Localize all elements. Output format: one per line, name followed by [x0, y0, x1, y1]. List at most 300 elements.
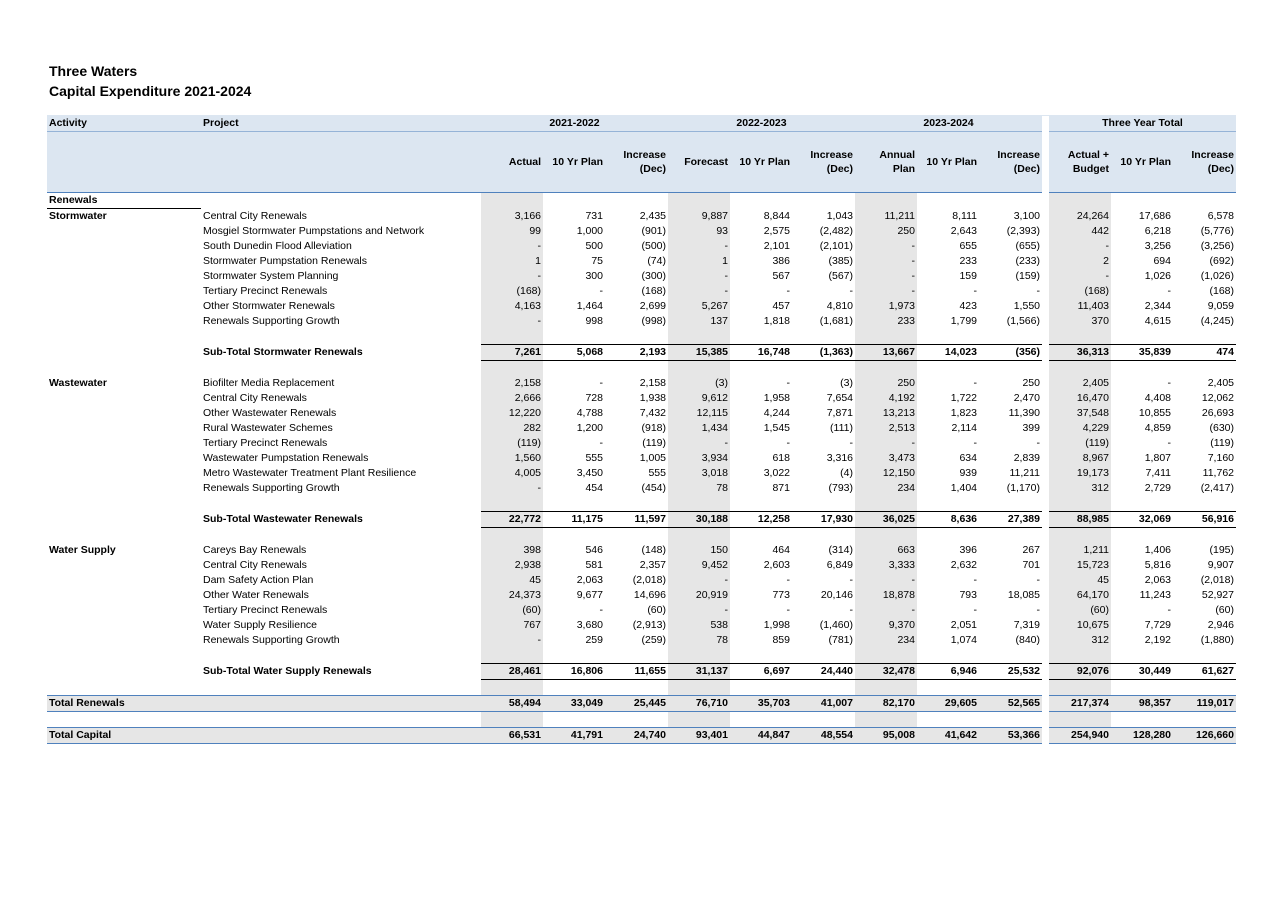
value-cell [605, 193, 668, 209]
value-cell: 52,565 [979, 696, 1042, 712]
value-cell: 694 [1153, 255, 1171, 267]
value-cell: 9,907 [1207, 559, 1234, 571]
value-cell [917, 528, 979, 544]
value-cell: 939 [959, 467, 977, 479]
value-cell: 8,636 [917, 512, 979, 528]
value-cell: 2,699 [639, 300, 666, 312]
column-gap [1042, 116, 1049, 132]
value-cell: 7,411 [1145, 467, 1171, 479]
value-cell: - [973, 437, 977, 449]
column-gap [1042, 254, 1049, 269]
value-cell: - [1049, 269, 1111, 284]
value-cell: 11,655 [605, 664, 668, 680]
empty-cell [47, 314, 201, 329]
value-cell: 13,667 [855, 345, 917, 361]
value-cell [668, 712, 730, 728]
value-cell [792, 496, 855, 512]
value-cell: (119) [642, 437, 666, 449]
value-cell: 8,967 [1049, 451, 1111, 466]
value-cell: 2,575 [763, 225, 790, 237]
column-gap [1042, 696, 1049, 712]
project-name: Stormwater Pumpstation Renewals [203, 255, 367, 267]
value-cell: 7,261 [481, 345, 543, 361]
value-cell: 24,440 [792, 664, 855, 680]
value-cell [979, 496, 1042, 512]
value-cell [979, 361, 1042, 377]
value-cell: (195) [1209, 544, 1234, 556]
value-cell: 2,063 [576, 574, 603, 586]
value-cell: 16,748 [730, 345, 792, 361]
value-cell: - [1167, 437, 1171, 449]
value-cell: (1,880) [1200, 634, 1234, 646]
column-gap [1042, 376, 1049, 391]
value-cell: 17,930 [792, 512, 855, 528]
activity-header: Activity [47, 116, 201, 132]
value-cell: 2,729 [1144, 482, 1171, 494]
value-cell: 871 [772, 482, 790, 494]
value-cell: (119) [1049, 436, 1111, 451]
value-cell: - [855, 436, 917, 451]
value-cell: 6,849 [826, 559, 853, 571]
table-row [47, 299, 1236, 314]
value-cell: 12,150 [855, 466, 917, 481]
value-cell [1049, 329, 1111, 345]
column-header: 10 Yr Plan [917, 132, 979, 193]
value-cell [855, 680, 917, 696]
value-cell: 2,051 [950, 619, 977, 631]
empty-cell [47, 269, 201, 284]
value-cell [543, 329, 605, 345]
spacer-row [47, 528, 1236, 544]
value-cell [1173, 193, 1236, 209]
column-gap [1042, 329, 1049, 345]
column-gap [1042, 436, 1049, 451]
value-cell: 267 [1022, 544, 1040, 556]
value-cell [855, 361, 917, 377]
value-cell [1111, 496, 1173, 512]
value-cell [730, 528, 792, 544]
value-cell: 14,696 [633, 589, 666, 601]
table-row [47, 284, 1236, 299]
value-cell: 18,878 [855, 588, 917, 603]
column-gap [1042, 664, 1049, 680]
value-cell: 92,076 [1049, 664, 1111, 680]
value-cell: - [1049, 239, 1111, 254]
empty-cell [47, 588, 201, 603]
value-cell: 1,005 [639, 452, 666, 464]
value-cell: - [668, 436, 730, 451]
value-cell: 1,464 [576, 300, 603, 312]
value-cell: - [973, 574, 977, 586]
value-cell: - [1036, 437, 1040, 449]
activity-label: Water Supply [49, 544, 116, 556]
empty-cell [201, 680, 481, 696]
value-cell: (168) [641, 285, 666, 297]
value-cell: 1,043 [826, 209, 853, 222]
value-cell: 3,333 [855, 558, 917, 573]
value-cell [792, 680, 855, 696]
value-cell: 1,823 [950, 407, 977, 419]
value-cell: 24,373 [481, 588, 543, 603]
project-name: Other Wastewater Renewals [203, 407, 337, 419]
year-group-header: 2021-2022 [481, 116, 668, 132]
value-cell: 3,022 [763, 467, 790, 479]
empty-cell [47, 633, 201, 648]
table-row [47, 209, 1236, 225]
empty-cell [201, 193, 481, 209]
table-row [47, 618, 1236, 633]
value-cell: 11,211 [1009, 467, 1040, 479]
value-cell: - [481, 269, 543, 284]
project-name: Central City Renewals [203, 559, 307, 571]
value-cell: 1 [481, 254, 543, 269]
value-cell: - [1036, 285, 1040, 297]
table-row [47, 254, 1236, 269]
value-cell [917, 712, 979, 728]
value-cell: - [786, 377, 790, 389]
empty-cell [201, 528, 481, 544]
value-cell: (1,026) [1200, 270, 1234, 282]
project-name: Renewals Supporting Growth [203, 482, 340, 494]
section-renewals [47, 193, 1236, 209]
value-cell: 2,114 [951, 422, 977, 434]
value-cell [1111, 648, 1173, 664]
value-cell: - [786, 437, 790, 449]
value-cell: (1,681) [819, 315, 853, 327]
value-cell: 2,405 [1207, 377, 1234, 389]
value-cell: - [849, 285, 853, 297]
value-cell: - [1167, 377, 1171, 389]
empty-cell [201, 712, 481, 728]
value-cell [543, 528, 605, 544]
column-gap [1042, 728, 1049, 744]
column-header: Forecast [668, 132, 730, 193]
value-cell [979, 193, 1042, 209]
value-cell: - [599, 437, 603, 449]
value-cell [668, 193, 730, 209]
column-gap [1042, 618, 1049, 633]
value-cell: 4,005 [481, 466, 543, 481]
table-row [47, 543, 1236, 558]
spacer-row [47, 648, 1236, 664]
value-cell [917, 680, 979, 696]
value-cell: - [855, 254, 917, 269]
value-cell: 4,163 [481, 299, 543, 314]
value-cell: 250 [855, 376, 917, 391]
value-cell: 567 [772, 270, 790, 282]
empty-cell [47, 481, 201, 496]
value-cell: 312 [1049, 481, 1111, 496]
project-name: Dam Safety Action Plan [203, 574, 314, 586]
value-cell: (168) [1049, 284, 1111, 299]
value-cell: 137 [668, 314, 730, 329]
value-cell: 11,243 [1139, 589, 1171, 601]
value-cell: 2,158 [639, 377, 666, 389]
value-cell: (259) [641, 634, 666, 646]
value-cell: (2,018) [1200, 574, 1234, 586]
value-cell [1173, 680, 1236, 696]
value-cell: 19,173 [1049, 466, 1111, 481]
value-cell [481, 193, 543, 209]
value-cell [730, 193, 792, 209]
value-cell: 1,545 [763, 422, 790, 434]
value-cell [543, 680, 605, 696]
value-cell: 11,762 [1202, 467, 1234, 479]
value-cell: 728 [585, 392, 603, 404]
value-cell: 701 [1022, 559, 1040, 571]
value-cell: 7,871 [826, 407, 853, 419]
empty-cell [47, 345, 201, 361]
empty-cell [201, 496, 481, 512]
value-cell: (74) [647, 255, 666, 267]
column-gap [1042, 299, 1049, 314]
value-cell: 250 [855, 224, 917, 239]
column-gap [1042, 712, 1049, 728]
value-cell: 93 [668, 224, 730, 239]
value-cell: 7,729 [1144, 619, 1171, 631]
value-cell [605, 361, 668, 377]
project-name: Central City Renewals [203, 392, 307, 404]
value-cell: 457 [772, 300, 790, 312]
value-cell: 3,316 [826, 452, 853, 464]
value-cell: 128,280 [1111, 728, 1173, 744]
total-row [47, 728, 1236, 744]
value-cell: (159) [1015, 270, 1040, 282]
value-cell [481, 361, 543, 377]
value-cell [917, 361, 979, 377]
value-cell: - [668, 269, 730, 284]
value-cell: - [849, 437, 853, 449]
value-cell: 3,680 [576, 619, 603, 631]
value-cell [481, 528, 543, 544]
value-cell [1049, 680, 1111, 696]
value-cell: 9,059 [1207, 300, 1234, 312]
value-cell: 150 [668, 543, 730, 558]
value-cell [730, 496, 792, 512]
value-cell [1173, 329, 1236, 345]
value-cell: 464 [772, 544, 790, 556]
value-cell [605, 496, 668, 512]
value-cell: 1,026 [1144, 270, 1171, 282]
value-cell: 29,605 [917, 696, 979, 712]
value-cell [481, 712, 543, 728]
value-cell: 2,513 [855, 421, 917, 436]
value-cell [979, 329, 1042, 345]
value-cell [792, 193, 855, 209]
project-name: Careys Bay Renewals [203, 544, 307, 556]
value-cell: - [855, 269, 917, 284]
value-cell [979, 648, 1042, 664]
value-cell: 2 [1049, 254, 1111, 269]
value-cell: 3,166 [481, 209, 543, 225]
value-cell [979, 712, 1042, 728]
value-cell: 13,213 [855, 406, 917, 421]
value-cell: 1,998 [763, 619, 790, 631]
table-row [47, 421, 1236, 436]
value-cell: - [849, 574, 853, 586]
value-cell: 26,693 [1201, 407, 1234, 419]
empty-cell [47, 224, 201, 239]
value-cell: 2,435 [639, 209, 666, 222]
value-cell: 16,806 [543, 664, 605, 680]
column-header: Actual + Budget [1049, 132, 1111, 193]
value-cell: 10,675 [1049, 618, 1111, 633]
value-cell [792, 528, 855, 544]
column-gap [1042, 573, 1049, 588]
value-cell [1049, 193, 1111, 209]
value-cell: 9,370 [855, 618, 917, 633]
empty-header [47, 132, 201, 193]
value-cell: 7,432 [639, 407, 666, 419]
value-cell: - [1036, 574, 1040, 586]
value-cell [1173, 712, 1236, 728]
project-name: Central City Renewals [203, 209, 307, 222]
value-cell [1049, 528, 1111, 544]
year-group-header: 2023-2024 [855, 116, 1042, 132]
value-cell: 11,175 [543, 512, 605, 528]
value-cell: 312 [1049, 633, 1111, 648]
value-cell: 6,697 [730, 664, 792, 680]
value-cell: 233 [959, 255, 977, 267]
value-cell: 41,007 [792, 696, 855, 712]
value-cell: 5,068 [543, 345, 605, 361]
value-cell: (60) [481, 603, 543, 618]
empty-cell [47, 648, 201, 664]
column-header: Increase (Dec) [605, 132, 668, 193]
value-cell: 1 [668, 254, 730, 269]
value-cell [668, 496, 730, 512]
value-cell: (655) [1015, 240, 1040, 252]
value-cell [668, 528, 730, 544]
value-cell: - [786, 574, 790, 586]
value-cell: 634 [959, 452, 977, 464]
value-cell: 9,677 [576, 589, 603, 601]
value-cell [1049, 712, 1111, 728]
value-cell [543, 712, 605, 728]
value-cell: - [668, 284, 730, 299]
value-cell [481, 496, 543, 512]
value-cell: 126,660 [1173, 728, 1236, 744]
value-cell: 1,973 [855, 299, 917, 314]
value-cell: 474 [1173, 345, 1236, 361]
value-cell: 119,017 [1173, 696, 1236, 712]
value-cell: 1,404 [950, 482, 977, 494]
value-cell: 6,578 [1207, 209, 1234, 222]
value-cell: - [668, 239, 730, 254]
value-cell [979, 680, 1042, 696]
value-cell: - [973, 604, 977, 616]
value-cell: 24,264 [1049, 209, 1111, 225]
value-cell: 398 [481, 543, 543, 558]
value-cell [605, 648, 668, 664]
value-cell: 27,389 [979, 512, 1042, 528]
column-gap [1042, 239, 1049, 254]
value-cell: 300 [585, 270, 603, 282]
value-cell: (2,417) [1200, 482, 1234, 494]
value-cell [668, 680, 730, 696]
column-gap [1042, 648, 1049, 664]
value-cell: 3,256 [1144, 240, 1171, 252]
table-row [47, 314, 1236, 329]
value-cell: 2,632 [950, 559, 977, 571]
value-cell: - [599, 285, 603, 297]
table-row [47, 436, 1236, 451]
value-cell: 12,258 [730, 512, 792, 528]
value-cell: 1,200 [576, 422, 603, 434]
value-cell: 8,844 [763, 209, 790, 222]
value-cell [730, 329, 792, 345]
value-cell [543, 193, 605, 209]
value-cell [1111, 680, 1173, 696]
value-cell: - [973, 377, 977, 389]
value-cell: (168) [1209, 285, 1234, 297]
value-cell: 2,643 [950, 225, 977, 237]
column-gap [1042, 528, 1049, 544]
value-cell: 442 [1049, 224, 1111, 239]
empty-cell [47, 618, 201, 633]
spacer-row [47, 496, 1236, 512]
value-cell: 793 [959, 589, 977, 601]
value-cell: 32,478 [855, 664, 917, 680]
empty-cell [47, 299, 201, 314]
value-cell: 12,220 [481, 406, 543, 421]
three-year-total-header: Three Year Total [1049, 116, 1236, 132]
value-cell: 12,115 [668, 406, 730, 421]
value-cell: 2,405 [1049, 376, 1111, 391]
value-cell: 4,788 [576, 407, 603, 419]
value-cell: 618 [772, 452, 790, 464]
value-cell: 1,000 [576, 225, 603, 237]
value-cell: (2,393) [1006, 225, 1040, 237]
project-name: Biofilter Media Replacement [203, 377, 335, 389]
value-cell: 1,818 [763, 315, 790, 327]
value-cell: 1,211 [1049, 543, 1111, 558]
value-cell: 66,531 [481, 728, 543, 744]
value-cell: - [599, 377, 603, 389]
value-cell: (111) [830, 422, 853, 434]
value-cell: 1,550 [1013, 300, 1040, 312]
header-row-groups [47, 116, 1236, 132]
empty-cell [201, 329, 481, 345]
project-name: South Dunedin Flood Alleviation [203, 240, 352, 252]
value-cell: 399 [1022, 422, 1040, 434]
value-cell: 17,686 [1138, 209, 1171, 222]
project-name: Mosgiel Stormwater Pumpstations and Network [203, 225, 425, 237]
value-cell: 45 [1049, 573, 1111, 588]
empty-cell [47, 329, 201, 345]
table-row [47, 224, 1236, 239]
total-label: Total Renewals [47, 696, 481, 712]
empty-header [201, 132, 481, 193]
value-cell: 555 [585, 452, 603, 464]
value-cell: 2,946 [1207, 619, 1234, 631]
value-cell: (60) [1049, 603, 1111, 618]
value-cell: (781) [828, 634, 853, 646]
value-cell: 1,938 [639, 392, 666, 404]
value-cell: 386 [772, 255, 790, 267]
value-cell: 4,229 [1049, 421, 1111, 436]
value-cell: 88,985 [1049, 512, 1111, 528]
value-cell: (2,101) [819, 240, 853, 252]
table-row [47, 573, 1236, 588]
column-header: Increase (Dec) [1173, 132, 1236, 193]
value-cell: 25,445 [605, 696, 668, 712]
column-gap [1042, 314, 1049, 329]
value-cell [730, 712, 792, 728]
value-cell: 41,642 [917, 728, 979, 744]
value-cell: - [1036, 604, 1040, 616]
empty-cell [47, 496, 201, 512]
